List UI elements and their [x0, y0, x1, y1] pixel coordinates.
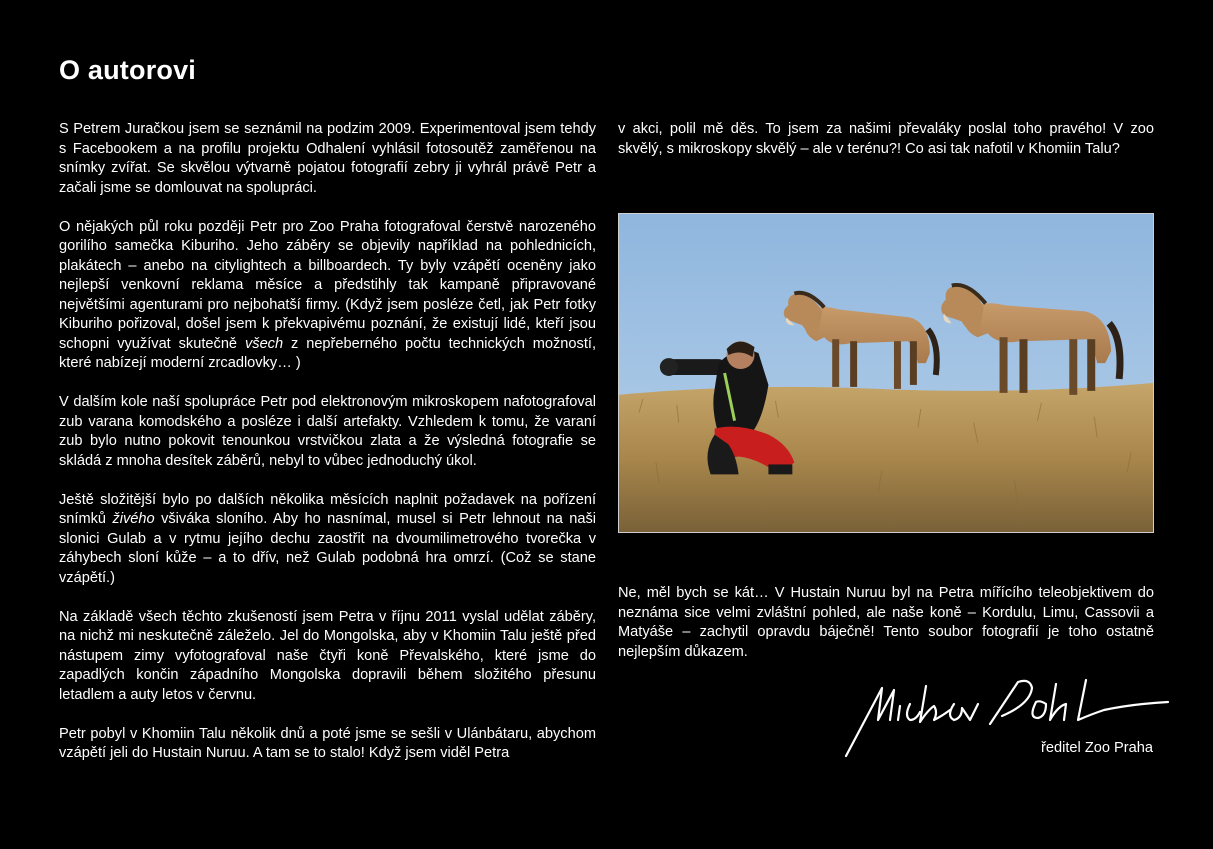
paragraph-5: Na základě všech těchto zkušeností jsem Petra v říjnu 2011 vyslal udělat záběry, na nichž mi neskutečně záleželo. Jel do Mongolska, aby v Khomiin Talu ještě před nástupem zimy vyfotografoval naše čtyři koně Převalského, které jsme do zapadlých končin západního Mongolska dopravili během složitého přesunu letadlem a auty letos v červnu. — [59, 608, 596, 703]
photographer-with-horses-photo — [618, 213, 1154, 533]
right-column-top — [618, 120, 1154, 159]
paragraph-6: Petr pobyl v Khomiin Talu několik dnů a poté jsme se sešli v Ulánbátaru, abychom vzápětí jeli do Hustain Nuruu. A tam se to stalo! Když jsem viděl Petra — [59, 725, 596, 761]
paragraph-1: S Petrem Juračkou jsem se seznámil na podzim 2009. Experimentoval jsem tehdy s Facebookem a na profilu projektu Odhalení vyhlásil fotosoutěž zaměřenou na snímky zvířat. Se skvělou výtvarně pojatou fotografií zebry ji vyhrál právě Petr a začali jsme se domlouvat na spolupráci. — [59, 121, 596, 196]
signature-role: ředitel Zoo Praha — [1041, 740, 1153, 756]
right-column-bottom — [618, 584, 1154, 662]
paragraph-7: v akci, polil mě děs. To jsem za našimi převaláky poslal toho pravého! V zoo skvělý, s mikroskopy skvělý – ale v terénu?! Co asi tak nafotil v Khomiin Talu? — [618, 121, 1154, 157]
page-title: O autorovi — [59, 55, 197, 85]
paragraph-3: V dalším kole naší spolupráce Petr pod elektronovým mikroskopem nafotografoval zub varana komodského a posléze i další artefakty. Vzhledem k tomu, že varaní zub bylo nutno pokovit tenounkou vrstvičkou zlata a že výsledná fotografie se skládá z mnoha desítek záběrů, nebyl to vůbec jednoduchý úkol. — [59, 394, 596, 469]
photo-illustration — [619, 214, 1153, 532]
paragraph-8: Ne, měl bych se kát… V Hustain Nuruu byl na Petra mířícího teleobjektivem do neznáma sice velmi zvláštní pohled, ale naše koně – Kordulu, Limu, Cassovii a Matyáše – zachytil opravdu báječně! Tento soubor fotografií je toho ostatně nejlepším důkazem. — [618, 585, 1154, 660]
paragraph-4: Ještě složitější bylo po dalších několika měsících naplnit požadavek na pořízení snímků živého všiváka sloního. Aby ho nasnímal, musel si Petr lehnout na naši slonici Gulab a v rytmu jejího dechu zaostřit na dvoumilimetrového tvorečka v záhybech sloní kůže – a to dřív, než Gulab podobná hra omrzí. (Což se stane vzápětí.) — [59, 491, 597, 586]
paragraph-2: O nějakých půl roku později Petr pro Zoo Praha fotografoval čerstvě narozeného gorilího samečka Kiburiho. Jeho záběry se objevily například na pohlednicích, plakátech – anebo na citylightech a billboardech. Ty byly vzápětí oceněny jako nejlepší venkovní reklama měsíce a předstihly tak kampaně připravované největšími agenturami pro nejbohatší firmy. (Když jsem posléze četl, jak Petr fotky Kiburiho pořizoval, došel jsem k překvapivému poznání, že existují lidé, kteří jsou schopni využívat skutečně všech z nepřeberného počtu technických možností, které nabízejí moderní zrcadlovky… ) — [59, 218, 597, 371]
left-column — [59, 120, 596, 783]
